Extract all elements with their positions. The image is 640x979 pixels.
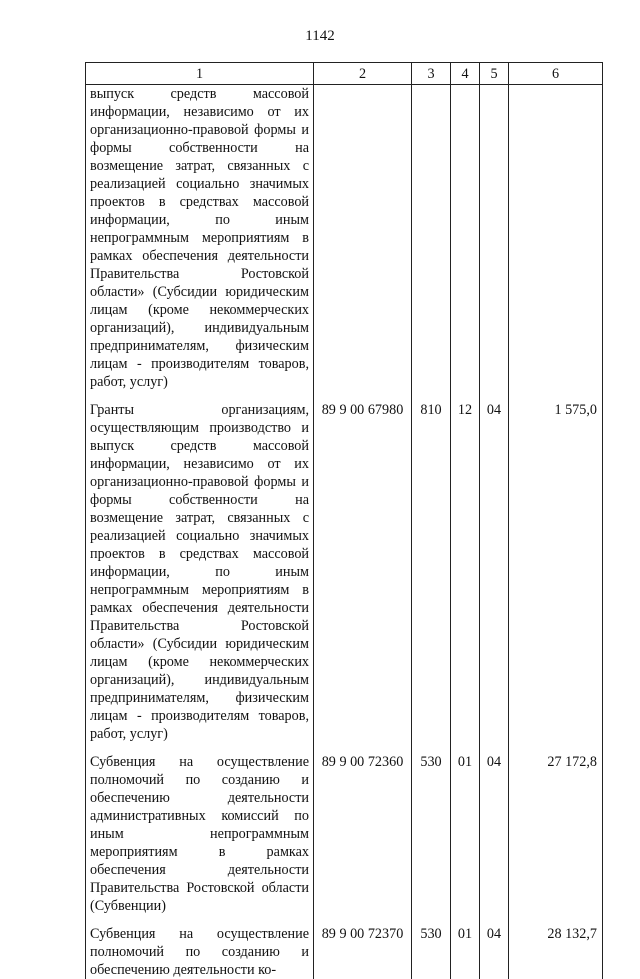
table-row (86, 753, 603, 915)
row-amount: 1 575,0 (509, 401, 603, 743)
row-section: 01 (451, 753, 480, 915)
column-header-6: 6 (509, 63, 603, 85)
row-subsection: 04 (480, 753, 509, 915)
table-row (86, 925, 603, 979)
column-header-1: 1 (86, 63, 314, 85)
row-target-code (314, 85, 412, 392)
row-target-code: 89 9 00 72370 (314, 925, 412, 979)
row-subsection: 04 (480, 925, 509, 979)
column-header-2: 2 (314, 63, 412, 85)
row-description: Гранты организациям, осуществляющим производство и выпуск средств массовой информации, независимо от их организационно-правовой формы и формы собственности на возмещение затрат, связанных с реализацией социально значимых проектов в средствах массовой информации, по иным непрограммным мероприятиям в рамках обеспечения деятельности Правительства Ростовской области» (Субсидии юридическим лицам (кроме некоммерческих организаций), индивидуальным предпринимателям, физическим лицам - производителям товаров, работ, услуг) (86, 401, 314, 743)
row-expense-type: 530 (412, 925, 451, 979)
row-amount (509, 85, 603, 392)
row-target-code: 89 9 00 72360 (314, 753, 412, 915)
row-expense-type: 810 (412, 401, 451, 743)
row-subsection (480, 85, 509, 392)
row-spacer (86, 391, 603, 401)
row-amount: 27 172,8 (509, 753, 603, 915)
column-header-4: 4 (451, 63, 480, 85)
row-section (451, 85, 480, 392)
row-section: 12 (451, 401, 480, 743)
page-number: 1142 (305, 28, 335, 44)
row-description: выпуск средств массовой информации, независимо от их организационно-правовой формы и формы собственности на возмещение затрат, связанных с реализацией социально значимых проектов в средствах массовой информации, по иным непрограммным мероприятиям в рамках обеспечения деятельности Правительства Ростовской области» (Субсидии юридическим лицам (кроме некоммерческих организаций), индивидуальным предпринимателям, физическим лицам - производителям товаров, работ, услуг) (86, 85, 314, 392)
column-header-5: 5 (480, 63, 509, 85)
row-description: Субвенция на осуществление полномочий по созданию и обеспечению деятельности ко- (86, 925, 314, 979)
row-spacer (86, 743, 603, 753)
row-expense-type: 530 (412, 753, 451, 915)
row-spacer (86, 915, 603, 925)
column-header-3: 3 (412, 63, 451, 85)
row-section: 01 (451, 925, 480, 979)
row-amount: 28 132,7 (509, 925, 603, 979)
row-expense-type (412, 85, 451, 392)
row-subsection: 04 (480, 401, 509, 743)
header-row (86, 63, 603, 85)
budget-table (85, 62, 603, 979)
row-target-code: 89 9 00 67980 (314, 401, 412, 743)
row-description: Субвенция на осуществление полномочий по созданию и обеспечению деятельности административных комиссий по иным непрограммным мероприятиям в рамках обеспечения деятельности Правительства Ростовской области (Субвенции) (86, 753, 314, 915)
table-row (86, 85, 603, 392)
table-row (86, 401, 603, 743)
